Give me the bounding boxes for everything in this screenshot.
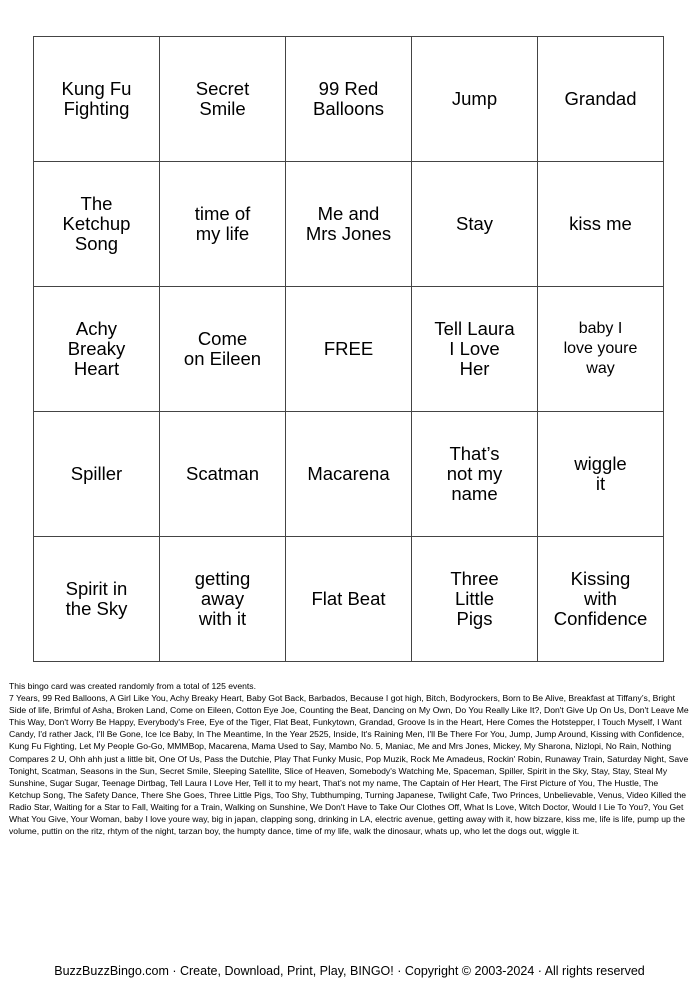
bingo-cell-text: Spiller	[70, 463, 123, 484]
card-info	[9, 680, 691, 837]
bingo-cell	[412, 37, 538, 162]
bingo-cell	[160, 537, 286, 662]
bingo-cell-text: kiss me	[569, 213, 632, 234]
bingo-cell-text: Come on Eileen	[183, 328, 262, 369]
card-info-intro: This bingo card was created randomly from a total of 125 events.	[9, 681, 256, 691]
bingo-cell-text: Spirit in the Sky	[65, 578, 128, 619]
bingo-cell-text: Stay	[455, 213, 494, 234]
bingo-cell	[160, 287, 286, 412]
bingo-cell	[538, 287, 664, 412]
bingo-row	[34, 412, 664, 537]
bingo-cell	[412, 537, 538, 662]
bingo-cell-text: Secret Smile	[195, 78, 250, 119]
bingo-row	[34, 162, 664, 287]
bingo-cell-text: Kung Fu Fighting	[61, 78, 132, 119]
bingo-cell-text: Kissing with Confidence	[553, 568, 648, 629]
bingo-cell	[160, 37, 286, 162]
bingo-cell	[538, 412, 664, 537]
bingo-cell-text: 99 Red Balloons	[313, 78, 384, 119]
bingo-cell	[160, 412, 286, 537]
bingo-cell-text: Jump	[451, 88, 498, 109]
bingo-cell	[34, 287, 160, 412]
bingo-cell-text: baby I love youre way	[563, 320, 638, 377]
bingo-cell	[286, 162, 412, 287]
bingo-cell	[412, 412, 538, 537]
bingo-cell	[286, 537, 412, 662]
bingo-cell-text: Grandad	[564, 88, 637, 109]
bingo-free-cell	[286, 287, 412, 412]
bingo-cell-text: Three Little Pigs	[450, 568, 499, 629]
bingo-cell-text: Achy Breaky Heart	[67, 318, 126, 379]
card-info-event-list: 7 Years, 99 Red Balloons, A Girl Like You, Achy Breaky Heart, Baby Got Back, Barbados, Because I got high, Bitch, Bodyrockers, Born to Be Alive, Breakfast at Tiffany’s, Bright Side of life, Brimful of Asha, Broken Land, Come on Eileen, Cotton Eye Joe, Counting the Beat, Dancing on My Own, Do You Really Like It?, Don't Give Up On Us, Don't Leave Me This Way, Don't Worry Be Happy, Everybody's Free, Eye of the Tiger, Flat Beat, Funkytown, Grandad, Groove Is in the Heart, Here Comes the Hotstepper, I Touch Myself, I Want Candy, I'd rather Jack, I'll Be Gone, Ice Ice Baby, In The Meantime, In the Year 2525, Inside, It's Raining Men, I'll Be There For You, Jump, Jump Around, Kissing with Confidence, Kung Fu Fighting, Let My People Go-Go, MMMBop, Macarena, Mama Used to Say, Mambo No. 5, Maniac, Me and Mrs Jones, Mickey, My Sharona, Nizlopi, No Rain, Nothing Compares 2 U, Ohh ahh just a little bit, One Of Us, Pass the Dutchie, Play That Funky Music, Pop Muzik, Rock Me Amadeus, Rockin' Robin, Runaway Train, Saturday Night, Save Tonight, Scatman, Seasons in the Sun, Secret Smile, Sleeping Satellite, Slice of Heaven, Somebody's Watching Me, Spaceman, Spiller, Spirit in the Sky, Stay, Stay, Steal My Sunshine, Sugar Sugar, Teenage Dirtbag, Tell Laura I Love Her, Tell it to my heart, That’s not my name, The Captain of Her Heart, The First Picture of You, The Hustle, The Ketchup Song, The Safety Dance, There She Goes, Three Little Pigs, Too Shy, Tubthumping, Turning Japanese, Twilight Cafe, Two Princes, Unbelievable, Venus, Video Killed the Radio Star, Waiting for a Star to Fall, Waiting for a Train, Walking on Sunshine, We Don't Have to Take Our Clothes Off, What Is Love, Witch Doctor, Would I Lie To You?, You Get What You Give, Your Woman, baby I love youre way, big in japan, clapping song, drinking in LA, electric avenue, getting away with it, how bizzare, kiss me, life is life, pump up the volume, puttin on the ritz, rhtym of the night, tarzan boy, the humpty dance, time of my life, walk the dinosaur, whats up, who let the dogs out, wiggle it.	[9, 693, 689, 837]
bingo-cell	[286, 412, 412, 537]
bingo-cell-text: Scatman	[185, 463, 259, 484]
page-footer: BuzzBuzzBingo.com · Create, Download, Print, Play, BINGO! · Copyright © 2003-2024 · All rights reserved	[54, 964, 645, 978]
bingo-card-grid	[33, 36, 664, 662]
bingo-cell	[286, 37, 412, 162]
bingo-cell-text: Macarena	[307, 463, 390, 484]
bingo-cell	[160, 162, 286, 287]
bingo-cell	[34, 537, 160, 662]
bingo-cell-text: Flat Beat	[311, 588, 386, 609]
bingo-cell-text: time of my life	[194, 203, 251, 244]
bingo-cell-text: FREE	[323, 338, 374, 359]
bingo-cell-text: getting away with it	[194, 568, 251, 629]
bingo-cell-text: Me and Mrs Jones	[305, 203, 392, 244]
bingo-row	[34, 287, 664, 412]
bingo-cell	[538, 162, 664, 287]
bingo-cell	[34, 412, 160, 537]
bingo-row	[34, 37, 664, 162]
bingo-cell-text: The Ketchup Song	[62, 193, 131, 254]
bingo-row	[34, 537, 664, 662]
bingo-cell-text: Tell Laura I Love Her	[434, 318, 515, 379]
bingo-cell	[34, 37, 160, 162]
bingo-cell	[412, 287, 538, 412]
bingo-cell	[412, 162, 538, 287]
bingo-cell	[538, 37, 664, 162]
bingo-cell-text: That’s not my name	[446, 443, 503, 504]
bingo-cell	[34, 162, 160, 287]
bingo-cell	[538, 537, 664, 662]
bingo-cell-text: wiggle it	[574, 453, 627, 494]
